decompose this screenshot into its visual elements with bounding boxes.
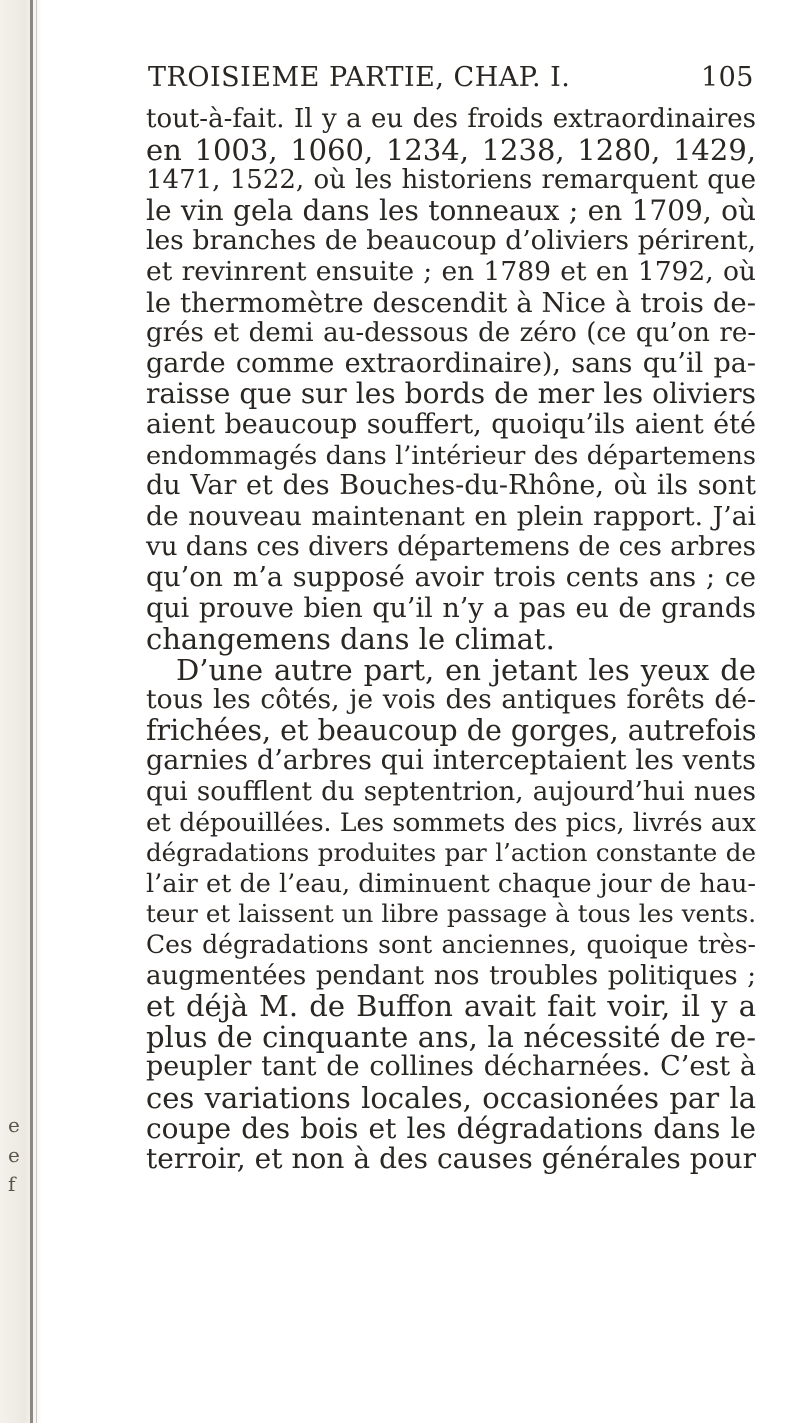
body-text [146, 104, 756, 1175]
text-line: aient beaucoup souffert, quoiqu’ils aient été [146, 408, 756, 440]
text-line: et revinrent ensuite ; en 1789 et en 1792, où [146, 255, 756, 287]
text-line: qu’on m’a supposé avoir trois cents ans ; ce [146, 561, 756, 593]
text-line: 1471, 1522, où les historiens remarquent que [146, 165, 756, 196]
text-line: tout-à-fait. Il y a eu des froids extraordinaires [146, 104, 756, 134]
text-line: qui prouve bien qu’il n’y a pas eu de grands [146, 592, 756, 624]
running-head-title: TROISIEME PARTIE, CHAP. I. [148, 62, 571, 93]
text-line: terroir, et non à des causes générales pour [146, 1142, 756, 1176]
text-line: raisse que sur les bords de mer les oliviers [146, 377, 756, 411]
text-line: vu dans ces divers départemens de ces arbres [146, 532, 756, 563]
text-line: garnies d’arbres qui interceptaient les vents [146, 745, 756, 777]
text-line: en 1003, 1060, 1234, 1238, 1280, 1429, [146, 132, 756, 167]
gutter-fold-line [36, 0, 37, 1423]
margin-mark: e [8, 1113, 20, 1137]
margin-mark: e [8, 1143, 20, 1167]
text-line: augmentées pendant nos troubles politiques ; [146, 960, 756, 991]
text-line: endommagés dans l’intérieur des départemens [146, 440, 756, 471]
margin-marks [8, 0, 30, 1423]
text-line: qui soufflent du septentrion, aujourd’hui nues [146, 777, 756, 808]
text-line: garde comme extraordinaire), sans qu’il pa- [146, 347, 756, 379]
text-line: Ces dégradations sont anciennes, quoique très- [146, 930, 756, 960]
text-line: dégradations produites par l’action constante de [146, 838, 756, 868]
margin-mark: f [8, 1172, 16, 1196]
text-line: grés et demi au-dessous de zéro (ce qu’on re- [146, 318, 756, 349]
text-line: D’une autre part, en jetant les yeux de [176, 652, 756, 687]
text-line: du Var et des Bouches-du-Rhône, où ils sont [146, 470, 756, 502]
text-line: et dépouillées. Les sommets des pics, livrés aux [146, 807, 756, 837]
text-line: teur et laissent un libre passage à tous les vents. [146, 899, 756, 929]
text-line: tous les côtés, je vois des antiques forêts dé- [146, 684, 756, 716]
text-line: ces variations locales, occasionées par la [146, 1081, 756, 1115]
page-number: 105 [700, 62, 754, 93]
text-line: et déjà M. de Buffon avait fait voir, il y a [146, 989, 756, 1024]
text-line: le thermomètre descendit à Nice à trois de- [146, 286, 756, 319]
text-line: changemens dans le climat. [146, 622, 555, 657]
text-line: frichées, et beaucoup de gorges, autrefois [146, 713, 757, 747]
text-line: l’air et de l’eau, diminuent chaque jour de hau- [146, 868, 756, 899]
text-line: le vin gela dans les tonneaux ; en 1709, où [146, 193, 756, 227]
text-line: plus de cinquante ans, la nécessité de re- [146, 1019, 756, 1054]
text-line: les branches de beaucoup d’oliviers périrent, [146, 225, 756, 257]
text-line: peupler tant de collines décharnées. C’est à [146, 1051, 756, 1083]
text-line: de nouveau maintenant en plein rapport. J’ai [146, 500, 756, 532]
text-line: coupe des bois et les dégradations dans le [146, 1111, 756, 1145]
book-page [146, 62, 756, 1175]
running-head [148, 62, 756, 98]
gutter-shadow-line [30, 0, 33, 1423]
